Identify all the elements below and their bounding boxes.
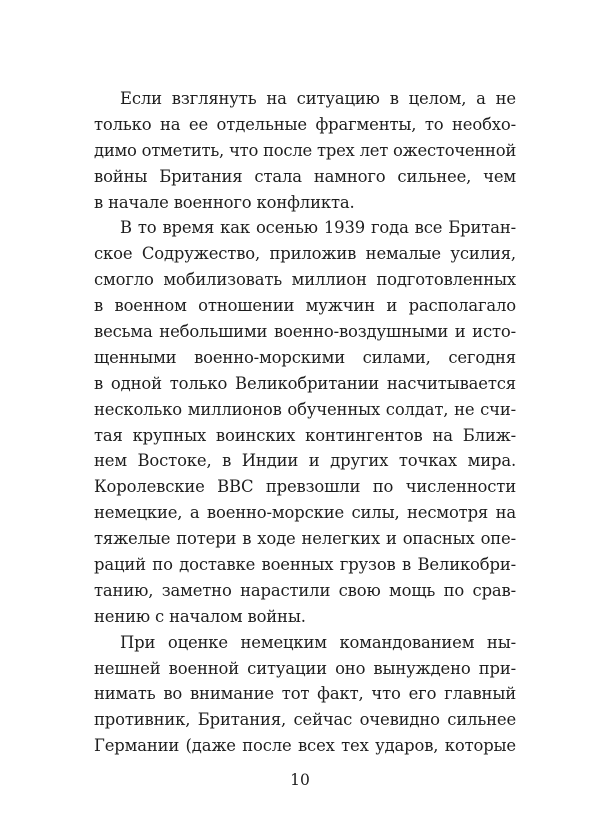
text-line: нем Востоке, в Индии и других точках мира. xyxy=(94,451,516,471)
text-line: Германии (даже после всех тех ударов, которые xyxy=(94,736,516,756)
text-line: ское Содружество, приложив немалые усилия, xyxy=(94,244,516,264)
text-line: тяжелые потери в ходе нелегких и опасных опе- xyxy=(94,529,516,549)
text-line: нимать во внимание тот факт, что его главный xyxy=(94,684,516,704)
paragraph-3 xyxy=(94,630,516,759)
paragraph-2 xyxy=(94,215,516,629)
text-line: в одной только Великобритании насчитывается xyxy=(94,373,516,393)
text-line: щенными военно-морскими силами, сегодня xyxy=(94,347,516,367)
text-line: весьма небольшими военно-воздушными и исто- xyxy=(94,322,516,342)
text-line: смогло мобилизовать миллион подготовленных xyxy=(94,270,516,290)
text-line: раций по доставке военных грузов в Великобри- xyxy=(94,555,516,575)
page-number: 10 xyxy=(290,771,310,789)
text-line: нению с началом войны. xyxy=(94,606,306,626)
text-line: войны Британия стала намного сильнее, чем xyxy=(94,166,516,186)
text-line: димо отметить, что после трех лет ожесточенной xyxy=(94,140,516,160)
text-line: При оценке немецким командованием ны- xyxy=(120,632,516,652)
text-line: противник, Британия, сейчас очевидно сильнее xyxy=(94,710,516,730)
text-line: немецкие, а военно-морские силы, несмотря на xyxy=(94,503,516,523)
text-line: тая крупных воинских контингентов на Ближ- xyxy=(94,425,516,445)
text-line: нешней военной ситуации оно вынуждено при- xyxy=(94,658,516,678)
paragraph-1 xyxy=(94,86,516,215)
text-line: несколько миллионов обученных солдат, не счи- xyxy=(94,399,516,419)
page-body xyxy=(94,86,516,759)
text-line: в начале военного конфликта. xyxy=(94,192,355,212)
text-line: В то время как осенью 1939 года все Британ- xyxy=(120,218,516,238)
text-line: танию, заметно нарастили свою мощь по срав- xyxy=(94,580,516,600)
text-line: в военном отношении мужчин и располагало xyxy=(94,296,516,316)
text-line: только на ее отдельные фрагменты, то необхо- xyxy=(94,114,516,134)
text-line: Королевские ВВС превзошли по численности xyxy=(94,477,516,497)
text-line: Если взглянуть на ситуацию в целом, а не xyxy=(120,89,516,108)
